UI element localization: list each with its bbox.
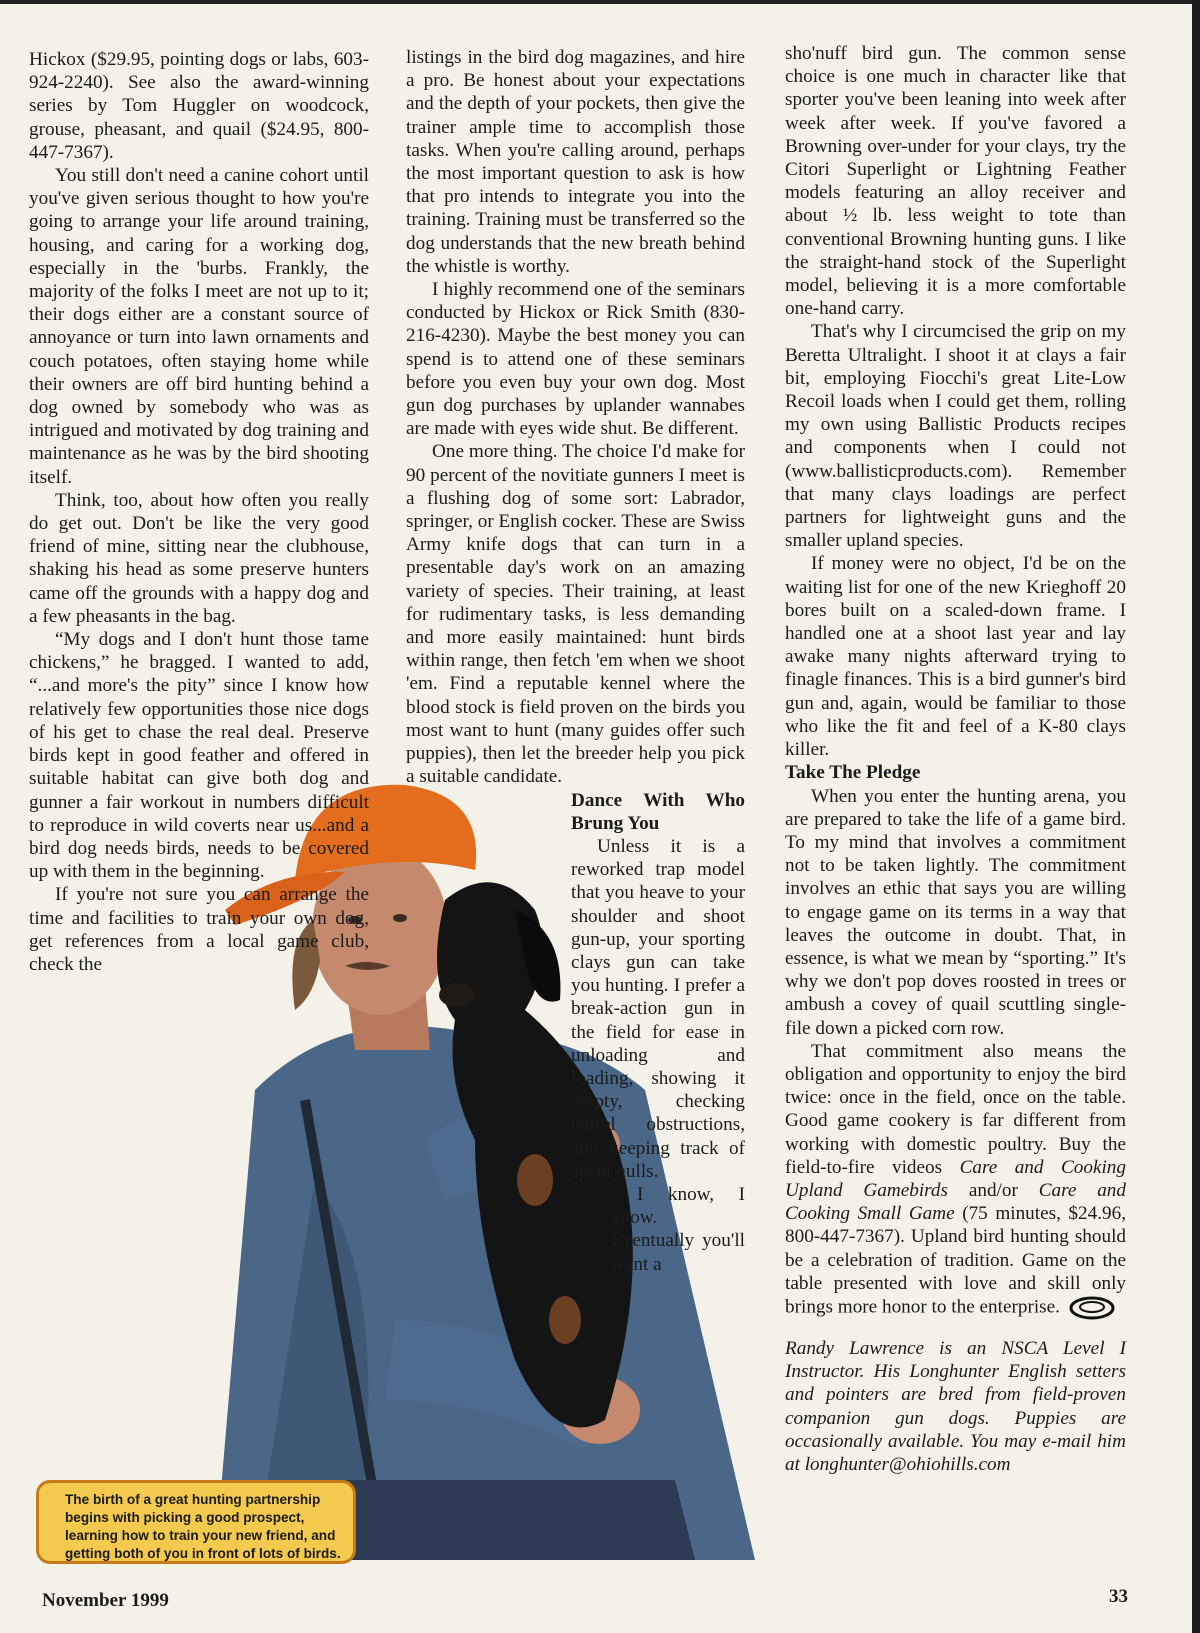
paragraph: If money were no object, I'd be on the waiting list for one of the new Krieghoff 20 bores built on a scaled-down frame. I handled one at a shoot last year and lay awake many nights afterward trying to finagle finances. This is a bird gunner's bird gun and, again, would be familiar to those who like the fit and feel of a K-80 clays killer. (785, 553, 1126, 761)
author-bio: Randy Lawrence is an NSCA Level I Instructor. His Longhunter English setters and pointers are bred from field-proven companion gun dogs. Puppies are occasionally available. You may e-mail him at longhunter@ohiohills.com (785, 1337, 1126, 1475)
puppy-paw-tan-2 (549, 1296, 581, 1344)
paragraph (29, 628, 369, 883)
paragraph: When you enter the hunting arena, you are prepared to take the life of a game bird. To my mind that involves a commitment not to be taken lightly. The commitment involves an ethic that says you are willing to engage game on its terms in a way that leaves the outcome in doubt. That, in essence, is what we mean by “sporting.” It's why we don't pop doves roosted in trees or ambush a covey of quail scuttling single-file down a picked corn row. (785, 785, 1126, 1039)
paragraph-text: “My dogs and I don't hunt those tame chickens,” he bragged. I wanted to add, “...and more's the pity” since I know how relatively few opportunities those nice dogs of his get to chase the real deal. Preserve birds kept in good feather and offered in suitable habitat can give both dog and gunner a fair workout in numbers difficult to reproduce in wild coverts near us...and a bird dog needs birds, needs to be covered up with them in the beginning. (29, 629, 369, 883)
article-column-2 (406, 46, 745, 1276)
paragraph: You still don't need a canine cohort until you've given serious thought to how you're going to arrange your life around training, housing, and caring for a working dog, especially in the 'burbs. Frankly, the majority of the folks I meet are not up to it; their dogs either are a constant source of annoyance or turn into lawn ornaments and couch potatoes, often staying home while their owners are off bird hunting behind a dog owned by somebody who was as intrigued and motivated by dog training and maintenance as he was by the bird shooting itself. (29, 165, 369, 488)
section-subhead: Dance With Who Brung You (571, 789, 745, 834)
article-column-3 (785, 42, 1126, 1476)
page-number: 33 (1109, 1586, 1128, 1607)
paragraph-text: (75 minutes, $24.96, 800-447-7367). Upland bird hunting should be a celebration of tradition. Game on the table presented with love and skill only brings more honor to the enterprise. (785, 1203, 1126, 1318)
paragraph: Think, too, about how often you really do get out. Don't be like the very good friend of mine, sitting near the clubhouse, shaking his head as some preserve hunters came off the grounds with a happy dog and a few pheasants in the bag. (29, 489, 369, 627)
section-subhead: Take The Pledge (785, 762, 921, 784)
paragraph: I know, I know. Eventually you'll want a (611, 1183, 745, 1275)
paragraph: Hickox ($29.95, pointing dogs or labs, 603-924-2240). See also the award-winning series by Tom Huggler on woodcock, grouse, pheasant, and quail ($24.95, 800-447-7367). (29, 49, 369, 163)
paragraph-text: That commitment also means the obligation and opportunity to enjoy the bird twice: once in the field, once on the table. Good game cookery is far different from working with domestic poultry. Buy the field-to-fire videos (785, 1040, 1126, 1178)
jeans (315, 1480, 695, 1560)
paragraph: I highly recommend one of the seminars conducted by Hickox or Rick Smith (830-216-4230). Maybe the best money you can spend is to attend one of these seminars before you even buy your own dog. Most gun dog purchases by uplander wannabes are made with eyes wide shut. Be different. (406, 279, 745, 440)
paragraph: One more thing. The choice I'd make for 90 percent of the novitiate gunners I meet is a flushing dog of some sort: Labrador, springer, or English cocker. These are Swiss Army knife dogs that can turn in a presentable day's work on an amazing variety of species. Their training, at least for rudimentary tasks, is less demanding and more easily maintained: hunt birds within range, then fetch 'em when we shoot 'em. Find a reputable kennel where the blood stock is field proven on the birds you most want to hunt (many guides offer such puppies), then let the breeder help you pick a suitable candidate. (406, 441, 745, 788)
paragraph: Unless it is a reworked trap model that you heave to your shoulder and shoot gun-up, your sporting clays gun can take you hunting. I prefer a break-action gun in the field for ease in unloading and loading, showing it empty, checking barrel obstructions, and keeping track of spent hulls. (571, 835, 745, 1182)
page-binding-edge (1192, 0, 1200, 1633)
paragraph: listings in the bird dog magazines, and hire a pro. Be honest about your expectations and the depth of your pockets, then give the trainer ample time to accomplish those tasks. When you're calling around, perhaps the most important question to ask is how that pro intends to integrate you into the training. Training must be transferred so the dog understands that the new breath behind the whistle is worthy. (406, 47, 745, 277)
clay-target-end-mark-icon (1069, 1295, 1115, 1321)
paragraph (785, 1040, 1126, 1321)
paragraph-text: and/or (947, 1179, 1039, 1201)
video-title: Care and Cooking Upland Gamebirds (785, 1156, 1126, 1201)
photo-caption: The birth of a great hunting partnership begins with picking a good prospect, learning how to train your new friend, and getting both of you in front of lots of birds. (36, 1480, 356, 1564)
issue-date: November 1999 (42, 1590, 169, 1611)
page-top-edge (0, 0, 1200, 4)
paragraph: sho'nuff bird gun. The common sense choice is one much in character like that sporter you've been leaning into week after week after week. If you've favored a Browning over-under for your clays, try the Citori Superlight or Lightning Feather models featuring an alloy receiver and about ½ lb. less weight to tote than conventional Browning hunting guns. I like the straight-hand stock of the Superlight model, believing it is a more comfortable one-hand carry. (785, 43, 1126, 320)
paragraph: That's why I circumcised the grip on my Beretta Ultralight. I shoot it at clays a fair bit, employing Fiocchi's great Lite-Low Recoil loads when I could get them, rolling my own using Ballistic Products recipes and components when I could not (www.ballisticproducts.com). Remember that many clays loadings are perfect partners for lightweight guns and the smaller upland species. (785, 321, 1126, 552)
paragraph: If you're not sure you can arrange the time and facilities to train your own dog, get references from a local game club, check the (29, 884, 369, 975)
video-title: Care and Cooking Small Game (785, 1179, 1126, 1225)
article-column-1 (29, 48, 369, 976)
